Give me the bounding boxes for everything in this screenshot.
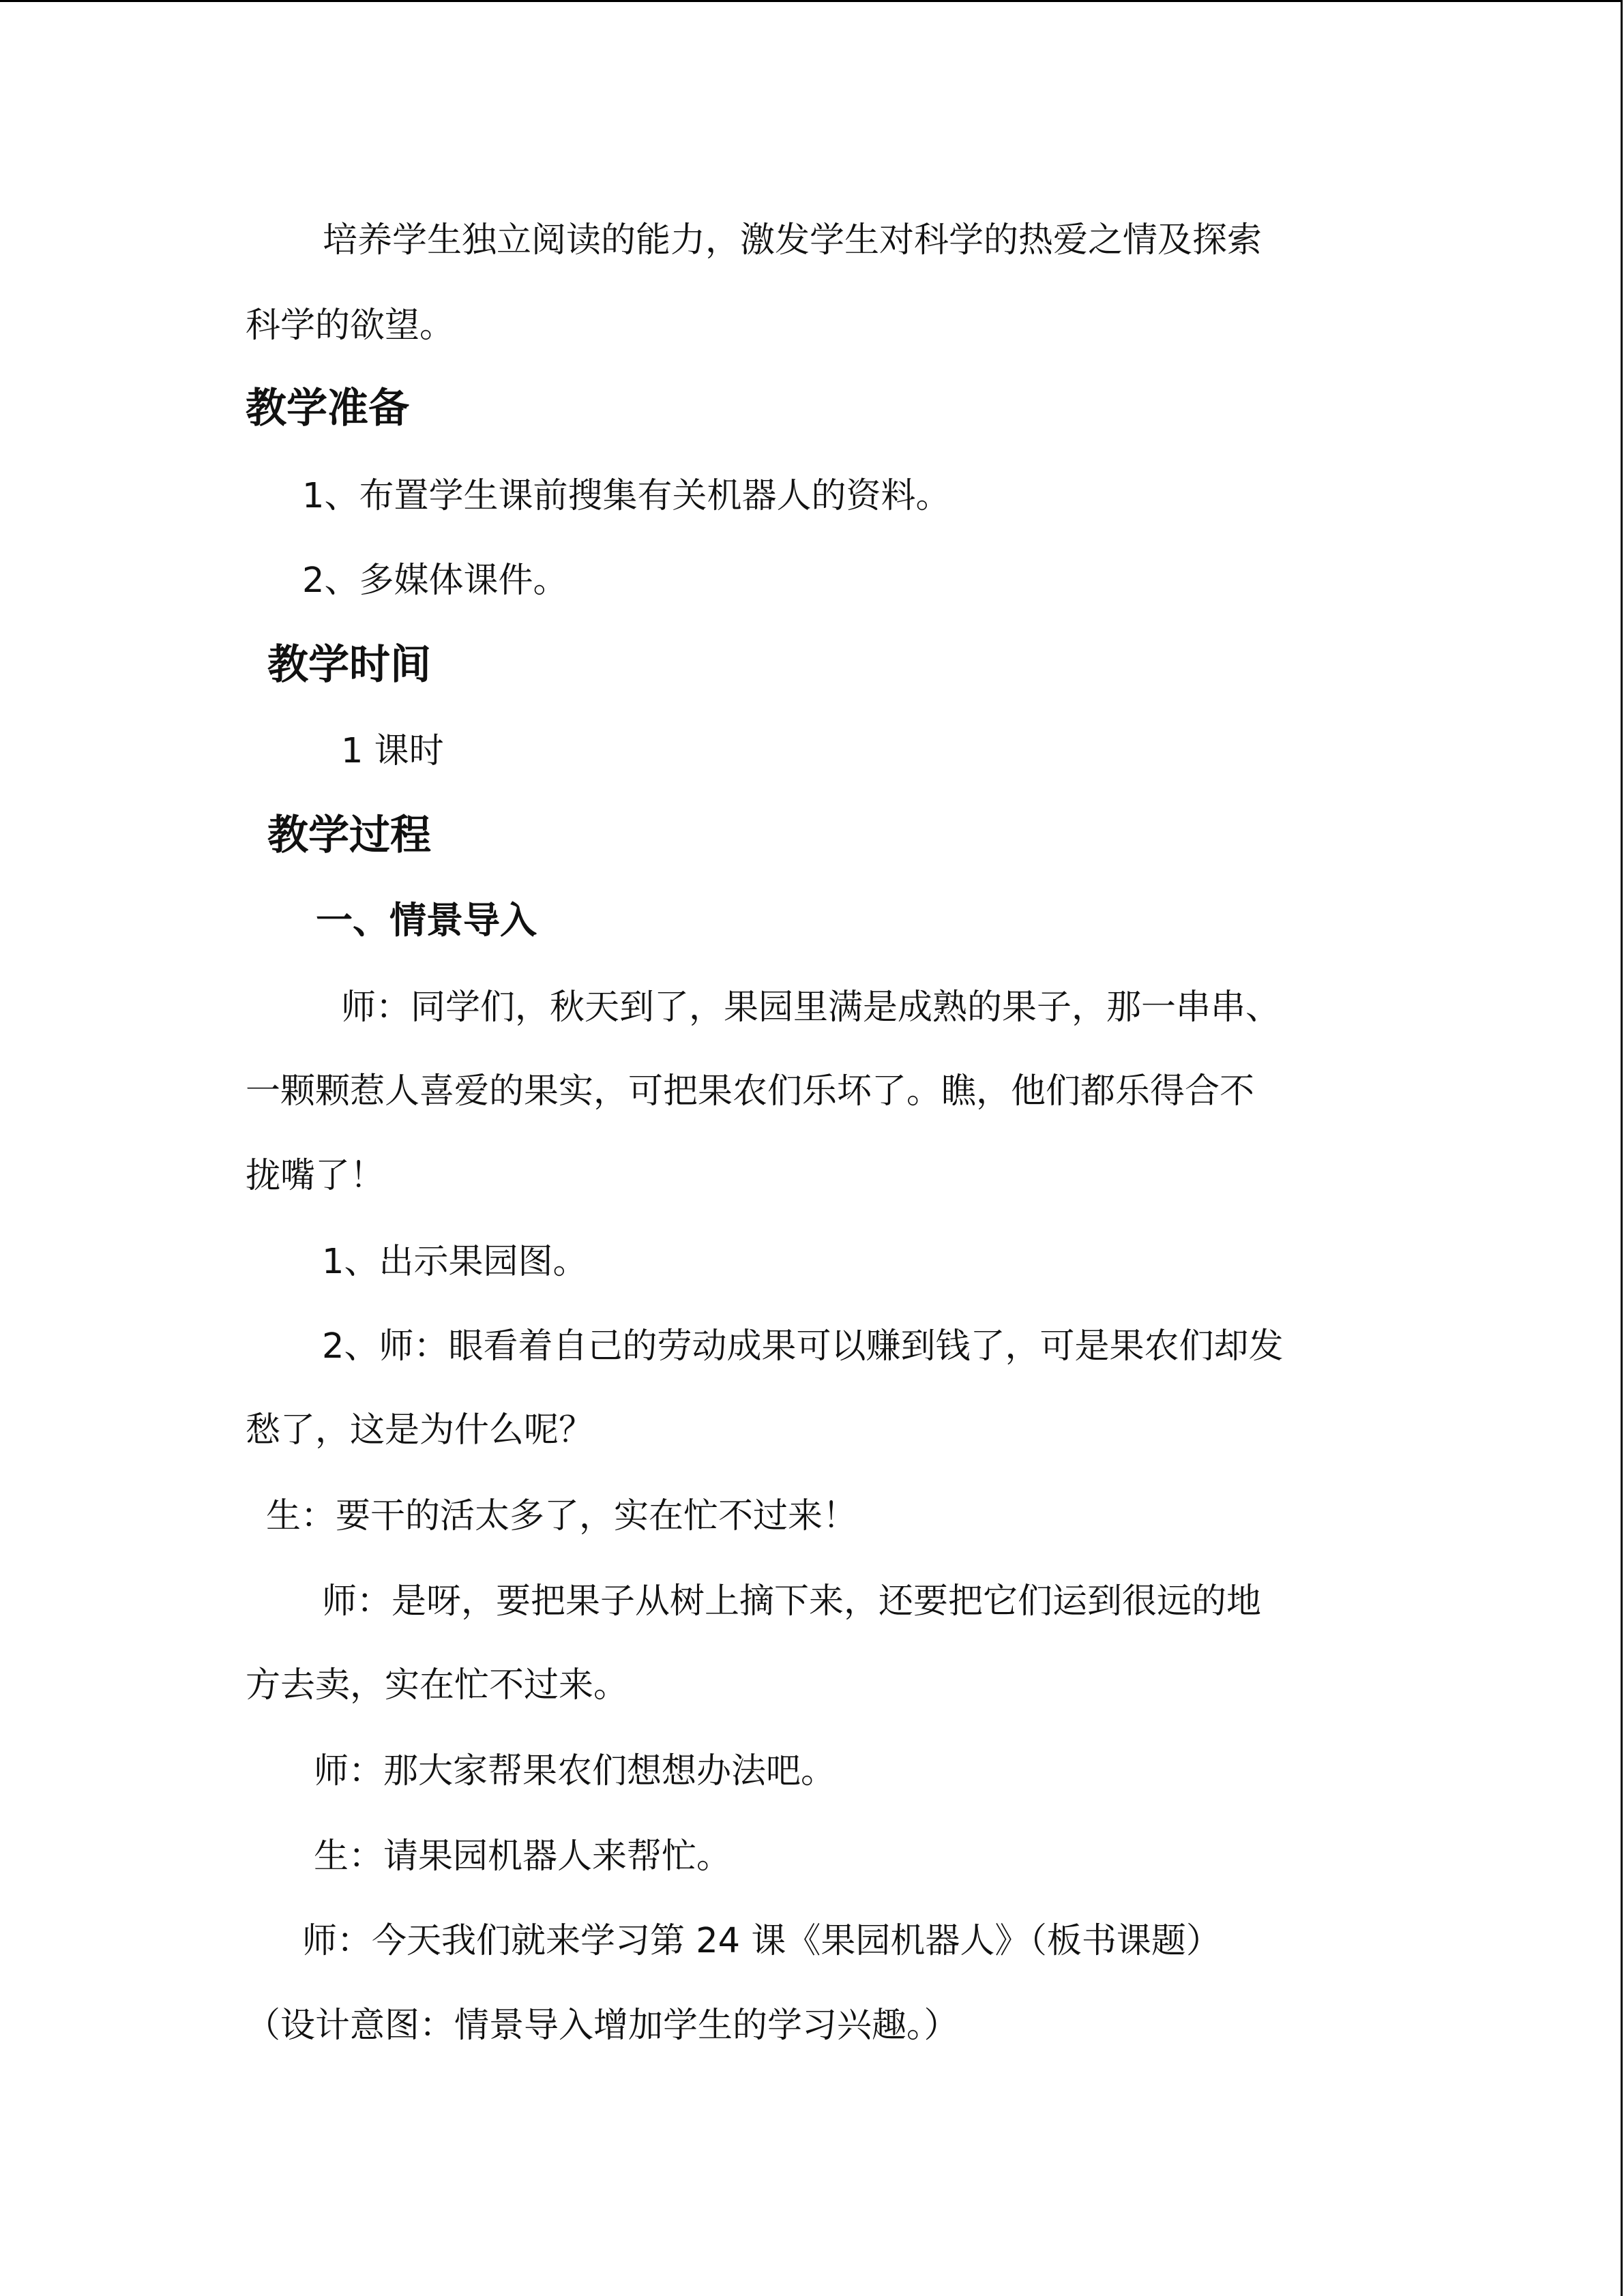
preparation-item-1: 1、布置学生课前搜集有关机器人的资料。 <box>302 476 951 516</box>
paragraph-goal-line-1: 培养学生独立阅读的能力，激发学生对科学的热爱之情及探索 <box>323 220 1263 260</box>
teacher-line-1: 师：同学们，秋天到了，果园里满是成熟的果子，那一串串、 <box>341 987 1281 1028</box>
section-intro-heading: 一、情景导入 <box>316 899 537 942</box>
step-2-line-2: 愁了，这是为什么呢？ <box>246 1410 594 1450</box>
teacher-title-intro: 师：今天我们就来学习第 24 课《果园机器人》（板书课题） <box>302 1921 1221 1961</box>
paragraph-goal-line-2: 科学的欲望。 <box>246 305 455 346</box>
heading-time: 教学时间 <box>267 641 431 689</box>
teacher-line-2: 一颗颗惹人喜爱的果实，可把果农们乐坏了。瞧，他们都乐得合不 <box>246 1071 1255 1112</box>
teacher-reply-line-2: 方去卖，实在忙不过来。 <box>246 1665 629 1705</box>
step-1: 1、出示果园图。 <box>322 1242 588 1282</box>
teacher-line-3: 拢嘴了！ <box>246 1156 385 1196</box>
design-intent-note: （设计意图：情景导入增加学生的学习兴趣。） <box>246 2006 959 2046</box>
student-answer-2: 生：请果园机器人来帮忙。 <box>314 1836 732 1877</box>
student-answer-1: 生：要干的活太多了，实在忙不过来！ <box>266 1496 858 1536</box>
teacher-reply-line-1: 师：是呀，要把果子从树上摘下来，还要把它们运到很远的地 <box>322 1581 1262 1622</box>
time-value: 1 课时 <box>341 731 444 771</box>
step-2-line-1: 2、师：眼看着自己的劳动成果可以赚到钱了，可是果农们却发 <box>322 1326 1284 1367</box>
heading-preparation: 教学准备 <box>246 385 409 432</box>
teacher-prompt: 师：那大家帮果农们想想办法吧。 <box>314 1751 836 1791</box>
heading-process: 教学过程 <box>267 811 431 859</box>
preparation-item-2: 2、多媒体课件。 <box>302 561 568 601</box>
